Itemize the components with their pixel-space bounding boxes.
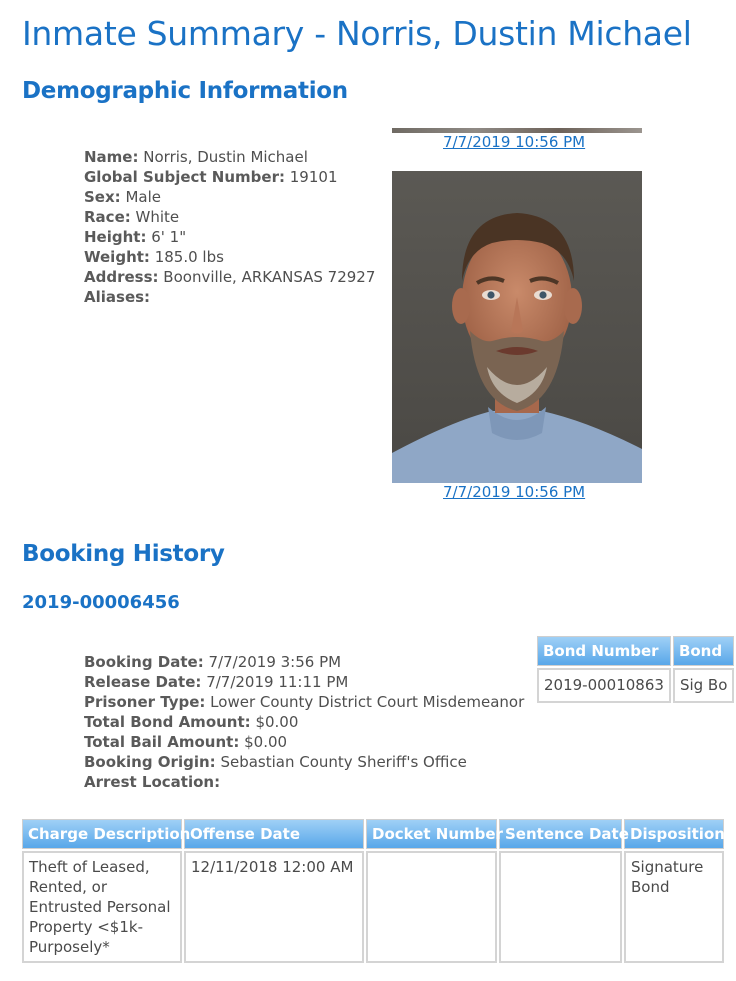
info-value: Boonville, ARKANSAS 72927 (163, 268, 376, 286)
info-label: Prisoner Type: (84, 693, 206, 711)
disposition-header[interactable]: Disposition (624, 819, 724, 849)
bond-type-cell: Sig Bo (673, 668, 734, 703)
booking-history-heading: Booking History (22, 541, 225, 567)
mugshot-photo[interactable] (392, 171, 642, 483)
info-row-race (84, 207, 375, 227)
booking-number: 2019-00006456 (22, 592, 180, 613)
info-label: Weight: (84, 248, 150, 266)
page-title: Inmate Summary - Norris, Dustin Michael (22, 14, 692, 53)
charge-description-cell: Theft of Leased, Rented, or Entrusted Personal Property <$1k-Purposely* (22, 851, 182, 963)
info-row-booking-origin (84, 752, 524, 772)
docket-number-cell (366, 851, 497, 963)
info-label: Release Date: (84, 673, 202, 691)
info-value: 19101 (289, 168, 338, 186)
info-label: Arrest Location: (84, 773, 221, 791)
info-value: 6' 1" (151, 228, 187, 246)
info-label: Name: (84, 148, 139, 166)
info-row-height (84, 227, 375, 247)
info-row-global-subject-number (84, 167, 375, 187)
photo-date-link[interactable]: 7/7/2019 10:56 PM (443, 133, 586, 151)
info-label: Booking Date: (84, 653, 204, 671)
bond-number-header[interactable]: Bond Number (537, 636, 671, 666)
info-label: Global Subject Number: (84, 168, 285, 186)
info-value: $0.00 (255, 713, 299, 731)
info-row-total-bond-amount (84, 712, 524, 732)
info-label: Sex: (84, 188, 121, 206)
info-row-sex (84, 187, 375, 207)
info-label: Race: (84, 208, 131, 226)
mugshot-image (392, 171, 642, 483)
charge-description-header[interactable]: Charge Description (22, 819, 182, 849)
info-label: Height: (84, 228, 147, 246)
demographic-heading: Demographic Information (22, 78, 348, 104)
info-row-arrest-location (84, 772, 524, 792)
info-value: 185.0 lbs (154, 248, 224, 266)
charge-table-header-row (22, 819, 724, 849)
info-label: Address: (84, 268, 159, 286)
bond-table-header-row (537, 636, 734, 666)
info-value: White (135, 208, 180, 226)
info-value: Sebastian County Sheriff's Office (220, 753, 467, 771)
info-value: 7/7/2019 11:11 PM (206, 673, 349, 691)
info-row-release-date (84, 672, 524, 692)
info-row-booking-date (84, 652, 524, 672)
info-value: $0.00 (244, 733, 288, 751)
info-row-prisoner-type (84, 692, 524, 712)
info-value: 7/7/2019 3:56 PM (208, 653, 342, 671)
info-row-total-bail-amount (84, 732, 524, 752)
demographic-info (84, 147, 375, 307)
sentence-date-cell (499, 851, 622, 963)
sentence-date-header[interactable]: Sentence Date (499, 819, 622, 849)
disposition-cell: Signature Bond (624, 851, 724, 963)
info-label: Total Bail Amount: (84, 733, 240, 751)
info-row-weight (84, 247, 375, 267)
info-value: Lower County District Court Misdemeanor (210, 693, 525, 711)
table-row (22, 851, 724, 963)
info-value: Male (125, 188, 161, 206)
offense-date-cell: 12/11/2018 12:00 AM (184, 851, 364, 963)
charge-table (20, 817, 726, 965)
bond-header[interactable]: Bond (673, 636, 734, 666)
info-row-aliases (84, 287, 375, 307)
bond-number-cell: 2019-00010863 (537, 668, 671, 703)
info-row-name (84, 147, 375, 167)
info-label: Total Bond Amount: (84, 713, 251, 731)
info-row-address (84, 267, 375, 287)
table-row (537, 668, 734, 703)
bond-table (535, 634, 736, 705)
docket-number-header[interactable]: Docket Number (366, 819, 497, 849)
photo-date-link[interactable]: 7/7/2019 10:56 PM (443, 483, 586, 501)
offense-date-header[interactable]: Offense Date (184, 819, 364, 849)
booking-info (84, 652, 524, 792)
info-label: Booking Origin: (84, 753, 216, 771)
info-value: Norris, Dustin Michael (143, 148, 308, 166)
info-label: Aliases: (84, 288, 151, 306)
